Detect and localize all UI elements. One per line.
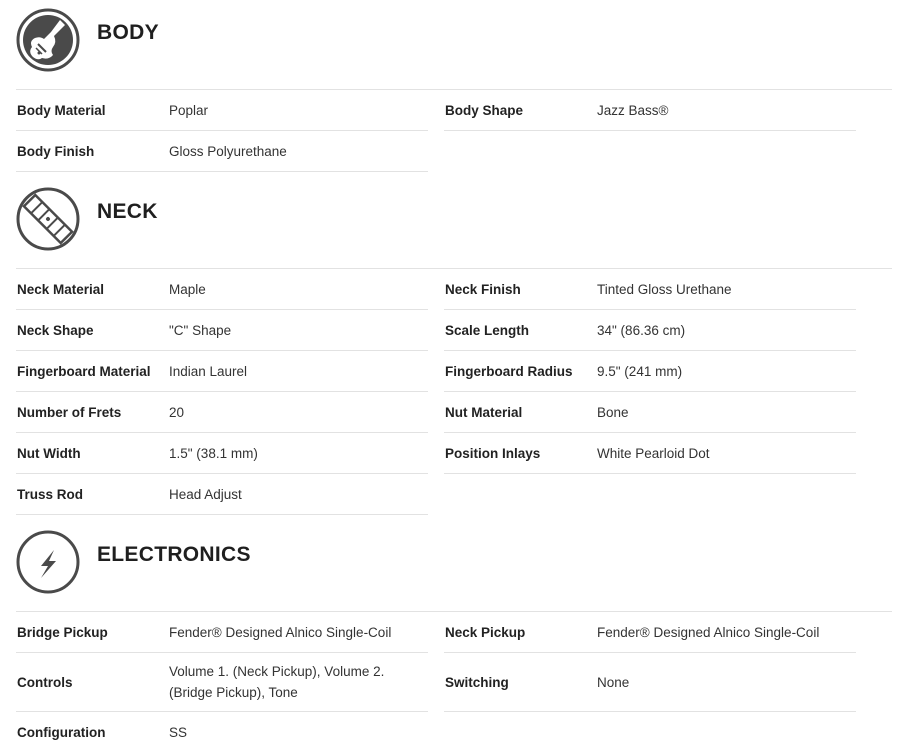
spec-value: Head Adjust xyxy=(169,486,242,502)
spec-label: Fingerboard Radius xyxy=(445,363,573,379)
spec-value: Jazz Bass® xyxy=(597,102,669,118)
spec-column-right xyxy=(444,612,856,712)
spec-row xyxy=(444,653,856,712)
section-title: ELECTRONICS xyxy=(97,543,251,566)
spec-row xyxy=(16,351,428,392)
guitar-body-icon xyxy=(16,8,80,72)
spec-row xyxy=(16,131,428,172)
spec-label: Neck Material xyxy=(17,281,105,297)
electronics-section-header xyxy=(0,522,910,602)
spec-value: Poplar xyxy=(169,102,209,118)
spec-value: Maple xyxy=(169,281,206,297)
spec-row xyxy=(16,269,428,310)
spec-label: Number of Frets xyxy=(17,404,122,420)
electronics-section xyxy=(0,522,910,740)
spec-row xyxy=(444,90,856,131)
spec-column-right xyxy=(444,269,856,474)
spec-value: Fender® Designed Alnico Single-Coil xyxy=(169,624,392,640)
spec-column-left xyxy=(16,90,428,172)
spec-label: Position Inlays xyxy=(445,445,541,461)
lightning-bolt-icon xyxy=(16,530,80,594)
spec-row xyxy=(16,712,428,752)
spec-label: Neck Finish xyxy=(445,281,521,297)
spec-column-right xyxy=(444,90,856,131)
spec-value: Bone xyxy=(597,404,629,420)
spec-label: Body Finish xyxy=(17,143,95,159)
spec-label: Controls xyxy=(17,674,73,690)
body-section-header xyxy=(0,0,910,80)
spec-value: Fender® Designed Alnico Single-Coil xyxy=(597,624,820,640)
spec-label: Bridge Pickup xyxy=(17,624,108,640)
spec-row xyxy=(16,90,428,131)
spec-column-left xyxy=(16,269,428,515)
spec-row xyxy=(16,653,428,712)
spec-row xyxy=(16,612,428,653)
spec-row xyxy=(444,612,856,653)
spec-value: Volume 1. (Neck Pickup), Volume 2. (Bridge Pickup), Tone xyxy=(169,664,385,700)
spec-value: None xyxy=(597,674,630,690)
spec-row xyxy=(444,310,856,351)
spec-column-left xyxy=(16,612,428,752)
spec-label: Fingerboard Material xyxy=(17,363,151,379)
spec-value: SS xyxy=(169,724,188,740)
spec-value: Gloss Polyurethane xyxy=(169,143,287,159)
neck-section-header xyxy=(0,179,910,259)
spec-value: White Pearloid Dot xyxy=(597,445,710,461)
body-section xyxy=(0,0,910,159)
spec-row xyxy=(444,351,856,392)
spec-label: Body Material xyxy=(17,102,106,118)
spec-value: 34" (86.36 cm) xyxy=(597,322,686,338)
neck-section xyxy=(0,179,910,502)
guitar-neck-icon xyxy=(16,187,80,251)
spec-label: Nut Width xyxy=(17,445,81,461)
spec-label: Scale Length xyxy=(445,322,530,338)
spec-value: 9.5" (241 mm) xyxy=(597,363,683,379)
section-title: BODY xyxy=(97,21,159,44)
spec-label: Neck Pickup xyxy=(445,624,526,640)
spec-label: Body Shape xyxy=(445,102,524,118)
spec-label: Switching xyxy=(445,674,509,690)
spec-row xyxy=(444,392,856,433)
spec-row xyxy=(444,433,856,474)
spec-label: Truss Rod xyxy=(17,486,84,502)
spec-row xyxy=(444,269,856,310)
spec-row xyxy=(16,392,428,433)
spec-row xyxy=(16,433,428,474)
section-title: NECK xyxy=(97,200,158,223)
spec-label: Neck Shape xyxy=(17,322,94,338)
spec-value: Tinted Gloss Urethane xyxy=(597,281,732,297)
spec-value: "C" Shape xyxy=(169,322,232,338)
spec-label: Configuration xyxy=(17,724,106,740)
spec-row xyxy=(16,474,428,515)
spec-value: 20 xyxy=(169,404,185,420)
spec-label: Nut Material xyxy=(445,404,523,420)
spec-value: 1.5" (38.1 mm) xyxy=(169,445,258,461)
spec-row xyxy=(16,310,428,351)
spec-value: Indian Laurel xyxy=(169,363,248,379)
